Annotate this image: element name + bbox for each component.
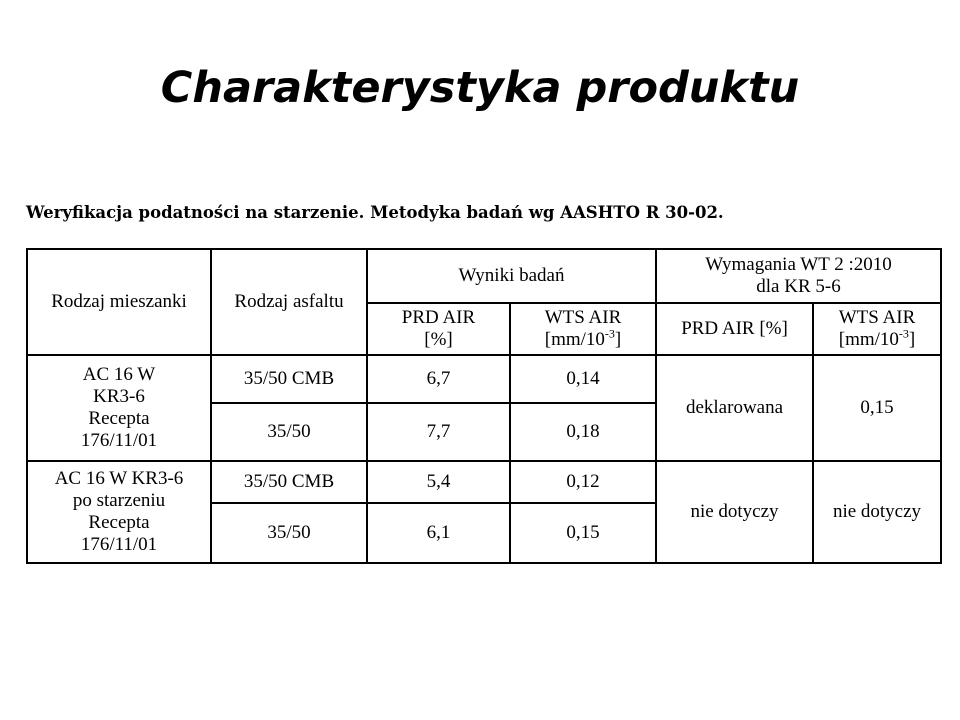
unit-text: [mm/10 xyxy=(544,329,605,350)
header-row-1 xyxy=(27,249,941,303)
header-wts-air-req-line1: WTS AIR xyxy=(838,307,916,328)
header-wts-air-results xyxy=(510,303,656,355)
header-requirements-line1: Wymagania WT 2 :2010 xyxy=(705,254,892,275)
req-prd-cell: nie dotyczy xyxy=(656,461,813,563)
wts-cell: 0,18 xyxy=(510,403,656,461)
results-table xyxy=(26,248,942,564)
unit-exponent: -3 xyxy=(898,326,909,341)
asphalt-cell: 35/50 xyxy=(211,503,367,563)
mix-cell xyxy=(27,461,211,563)
header-results-group: Wyniki badań xyxy=(367,249,656,303)
unit-close: ] xyxy=(908,329,916,350)
unit-text: [mm/10 xyxy=(838,329,899,350)
table-row xyxy=(27,355,941,403)
header-requirements-group xyxy=(656,249,941,303)
req-wts-cell: 0,15 xyxy=(813,355,941,461)
header-prd-air-line2: [%] xyxy=(424,329,453,350)
mix-line: 176/11/01 xyxy=(80,534,158,555)
asphalt-cell: 35/50 CMB xyxy=(211,461,367,503)
asphalt-cell: 35/50 CMB xyxy=(211,355,367,403)
header-wts-air-req-unit xyxy=(816,326,938,351)
prd-cell: 6,7 xyxy=(367,355,510,403)
mix-line: 176/11/01 xyxy=(80,430,158,451)
header-wts-air-req xyxy=(813,303,941,355)
prd-cell: 7,7 xyxy=(367,403,510,461)
wts-cell: 0,12 xyxy=(510,461,656,503)
header-prd-air-line1: PRD AIR xyxy=(401,307,476,328)
mix-line: KR3-6 xyxy=(93,386,145,407)
req-prd-cell: deklarowana xyxy=(656,355,813,461)
header-asphalt-type: Rodzaj asfaltu xyxy=(211,249,367,355)
mix-line: Recepta xyxy=(88,512,150,533)
asphalt-cell: 35/50 xyxy=(211,403,367,461)
req-wts-cell: nie dotyczy xyxy=(813,461,941,563)
mix-line: Recepta xyxy=(88,408,150,429)
table-caption: Weryfikacja podatności na starzenie. Metodyka badań wg AASHTO R 30-02. xyxy=(26,203,724,222)
wts-cell: 0,15 xyxy=(510,503,656,563)
slide-title: Charakterystyka produktu xyxy=(160,63,800,113)
unit-exponent: -3 xyxy=(604,326,615,341)
wts-cell: 0,14 xyxy=(510,355,656,403)
header-prd-air-req: PRD AIR [%] xyxy=(656,303,813,355)
prd-cell: 5,4 xyxy=(367,461,510,503)
mix-line: po starzeniu xyxy=(72,490,166,511)
prd-cell: 6,1 xyxy=(367,503,510,563)
header-wts-air-unit xyxy=(513,326,653,351)
unit-close: ] xyxy=(614,329,622,350)
header-mix-type: Rodzaj mieszanki xyxy=(27,249,211,355)
header-wts-air-line1: WTS AIR xyxy=(544,307,622,328)
mix-line: AC 16 W xyxy=(82,364,156,385)
table-row xyxy=(27,461,941,503)
header-requirements-line2: dla KR 5-6 xyxy=(756,276,841,297)
mix-cell xyxy=(27,355,211,461)
header-prd-air-results xyxy=(367,303,510,355)
mix-line: AC 16 W KR3-6 xyxy=(54,468,184,489)
